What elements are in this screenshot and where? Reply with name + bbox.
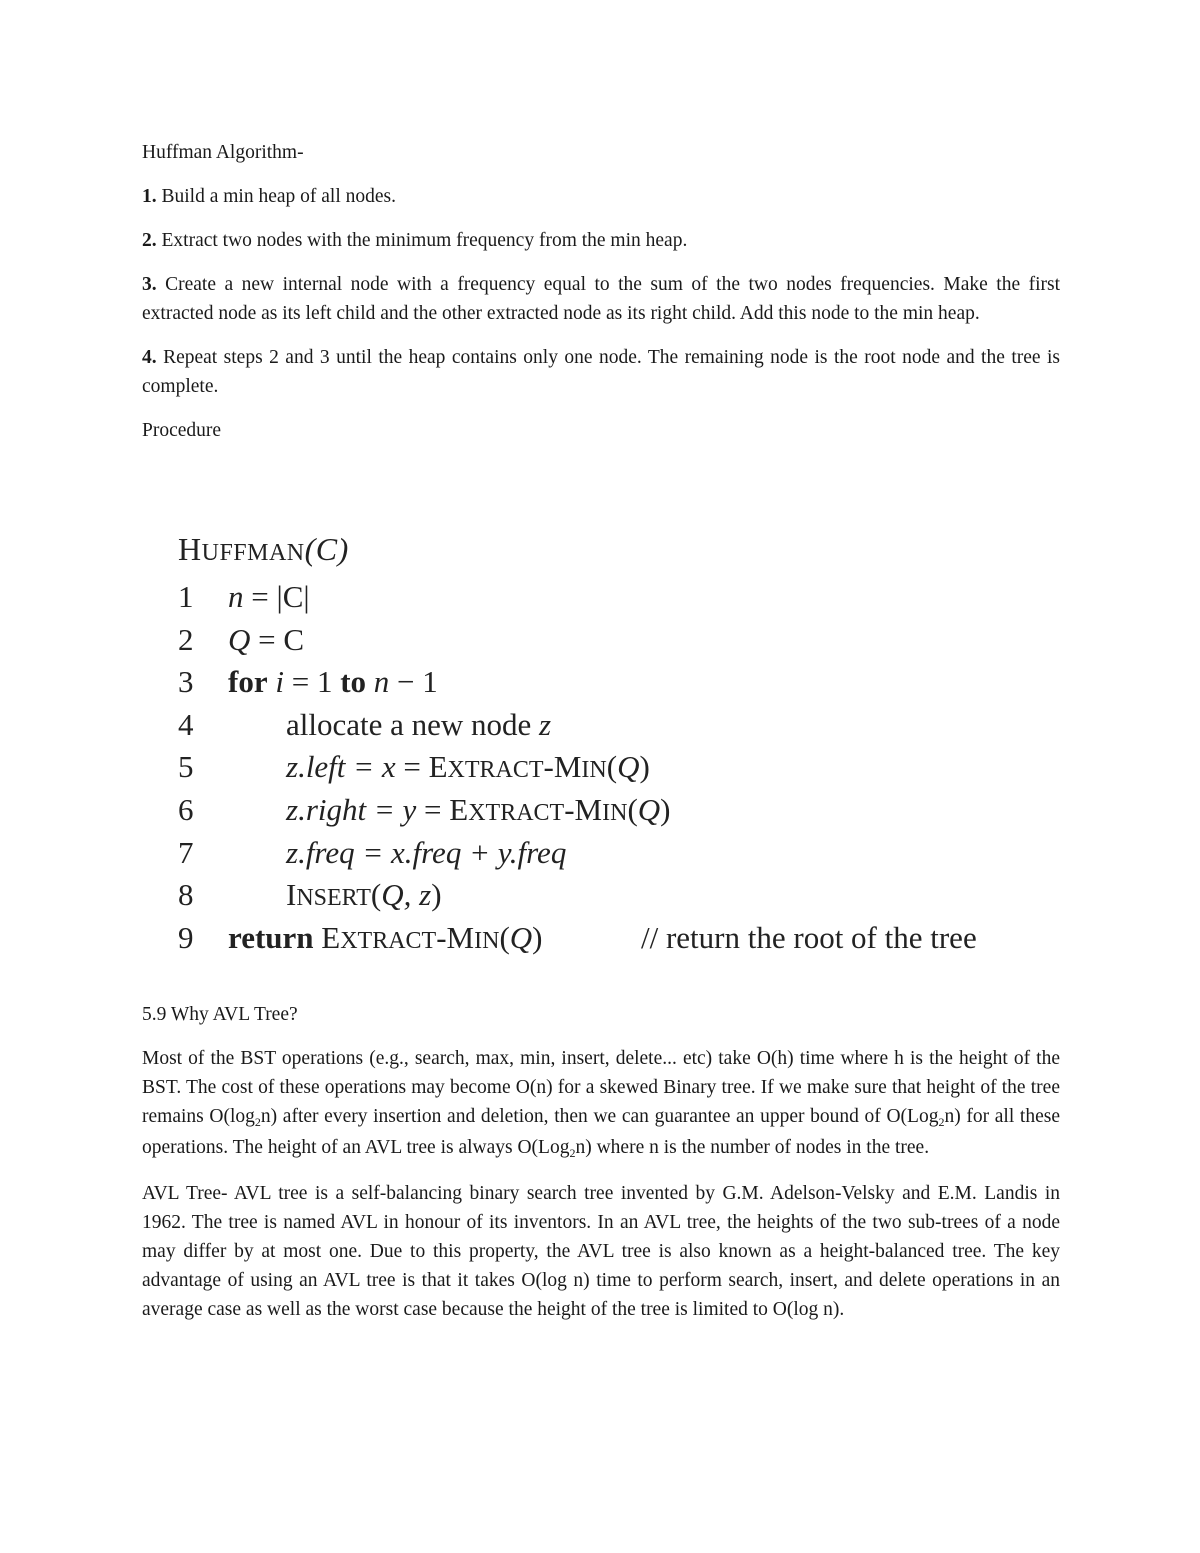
code-comment: // return the root of the tree xyxy=(641,919,977,955)
line-number: 7 xyxy=(178,834,194,870)
procedure-label: Procedure xyxy=(142,420,222,441)
step-text: Repeat steps 2 and 3 until the heap contains only one node. The remaining node is the root node and the tree is complete. xyxy=(142,347,1060,397)
pseudocode-line: 2 Q = C xyxy=(178,619,1058,662)
line-number: 6 xyxy=(178,791,194,827)
line-number: 1 xyxy=(178,579,194,614)
line-number: 2 xyxy=(178,621,194,657)
pseudocode-title: HUFFMAN(C) xyxy=(178,531,349,567)
step-number: 2. xyxy=(142,230,157,251)
step-2 xyxy=(142,226,1060,255)
step-number: 3. xyxy=(142,274,157,295)
paragraph-why-avl: Most of the BST operations (e.g., search, max, min, insert, delete... etc) take O(h) time where h is the height of the BST. The cost of these operations may become O(n) for a skewed Binary tree. If we make sure that height of the tree remains $O(\log_2n)$ after every insertion and deletion, then we can guarantee an upper bound of O(Log$_2$n) for all these operations. The height of an AVL tree is always O(Log$_2$n) where n is the number of nodes in the tree. xyxy=(142,1048,1060,1160)
pseudocode-figure xyxy=(178,528,1058,959)
step-number: 1. xyxy=(142,186,157,207)
line-number: 8 xyxy=(178,877,194,913)
line-number: 4 xyxy=(178,706,194,742)
pseudocode-line: 5 z.left = x = EXTRACT-MIN(Q) xyxy=(178,746,1058,789)
step-number: 4. xyxy=(142,347,157,368)
pseudocode-line: 8 INSERT(Q, z) xyxy=(178,874,1058,917)
pseudocode-line: 7 z.freq = x.freq + y.freq xyxy=(178,832,1058,875)
pseudocode-line: 6 z.right = y = EXTRACT-MIN(Q) xyxy=(178,789,1058,832)
pseudocode-line: 9 return EXTRACT-MIN(Q) // return the root of the tree xyxy=(178,917,1058,960)
step-4 xyxy=(142,343,1060,401)
paragraph-avl-definition: AVL Tree- AVL tree is a self-balancing binary search tree invented by G.M. Adelson-Velsky and E.M. Landis in 1962. The tree is named AVL in honour of its inventors. In an AVL tree, the heights of the two sub-trees of a node may differ by at most one. Due to this property, the AVL tree is also known as a height-balanced tree. The key advantage of using an AVL tree is that it takes O(log n) time to perform search, insert, and delete operations in an average case as well as the worst case because the height of the tree is limited to O(log n). xyxy=(142,1183,1060,1320)
line-number: 3 xyxy=(178,664,194,700)
step-3 xyxy=(142,270,1060,328)
step-text: Build a min heap of all nodes. xyxy=(156,186,396,207)
section-avl xyxy=(142,1000,1060,1339)
section-title: Huffman Algorithm- xyxy=(142,142,304,163)
section-huffman xyxy=(142,138,1060,460)
pseudocode-line: 4 allocate a new node z xyxy=(178,704,1058,747)
line-number: 5 xyxy=(178,749,194,785)
line-number: 9 xyxy=(178,919,194,955)
step-text: Create a new internal node with a frequency equal to the sum of the two nodes frequencies. Make the first extracted node as its left child and the other extracted node as its right child. Add this node to the min heap. xyxy=(142,274,1060,324)
pseudocode-line: 3 for i = 1 to n − 1 xyxy=(178,661,1058,704)
step-text: Extract two nodes with the minimum frequency from the min heap. xyxy=(156,230,688,251)
section-title: 5.9 Why AVL Tree? xyxy=(142,1004,298,1025)
pseudocode-line: 1 n = |C| xyxy=(178,576,1058,619)
step-1 xyxy=(142,182,1060,211)
